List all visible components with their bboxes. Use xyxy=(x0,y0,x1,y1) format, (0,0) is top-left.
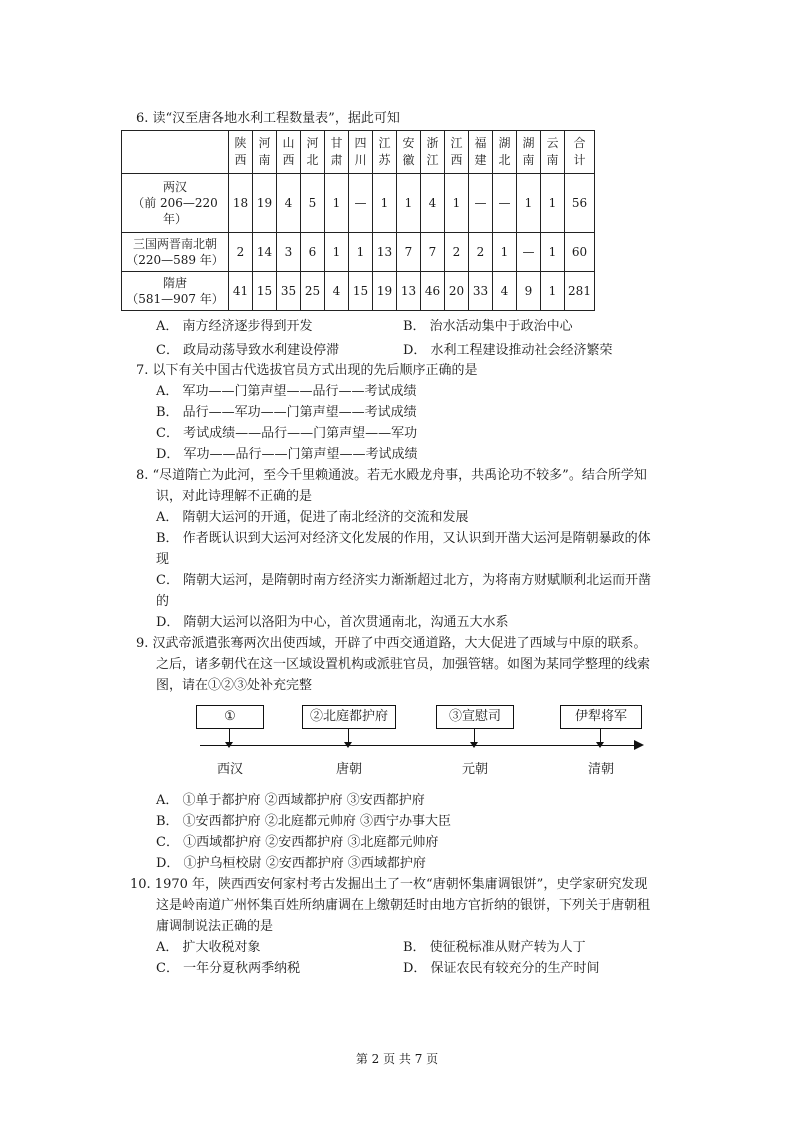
table-row xyxy=(122,174,595,233)
value-cell: 1 xyxy=(445,174,469,233)
period-years: （220—589 年） xyxy=(126,253,224,267)
q9-option-d: D． ①护乌桓校尉 ②安西都护府 ③西域都护府 xyxy=(156,856,426,871)
value-cell: 2 xyxy=(469,233,493,272)
value-cell: 1 xyxy=(517,174,541,233)
q9-stem-2: 之后，诸多朝代在这一区域设置机构或派驻官员，加强管辖。如图为某同学整理的线索 xyxy=(156,657,651,672)
timeline-arrow xyxy=(229,729,230,745)
value-cell: 1 xyxy=(541,272,565,311)
value-cell: 19 xyxy=(253,174,277,233)
q8-stem-1: 8. “尽道隋亡为此河，至今千里赖通波。若无水殿龙舟事，共禹论功不较多”。结合所学知 xyxy=(136,468,647,483)
q8-option-b-2: 现 xyxy=(156,552,170,567)
value-cell: 1 xyxy=(493,233,517,272)
value-cell: 46 xyxy=(421,272,445,311)
value-cell: 5 xyxy=(301,174,325,233)
value-cell: 15 xyxy=(253,272,277,311)
value-cell: 41 xyxy=(229,272,253,311)
value-cell: 1 xyxy=(541,233,565,272)
value-cell: 6 xyxy=(301,233,325,272)
q10-option-d: D． 保证农民有较充分的生产时间 xyxy=(403,961,600,976)
province-header xyxy=(301,131,325,174)
province-name: 福建 xyxy=(474,136,487,167)
q10-option-a: A． 扩大收税对象 xyxy=(156,940,261,955)
page-footer: 第 2 页 共 7 页 xyxy=(355,1052,439,1066)
period-cell xyxy=(122,272,229,311)
value-cell: 13 xyxy=(397,272,421,311)
value-cell: — xyxy=(493,174,517,233)
table-row xyxy=(122,233,595,272)
timeline-arrow xyxy=(348,729,349,745)
value-cell: 3 xyxy=(277,233,301,272)
period-name: 三国两晋南北朝 xyxy=(132,237,217,251)
province-header xyxy=(349,131,373,174)
province-header xyxy=(397,131,421,174)
q7-option-b: B． 品行——军功——门第声望——考试成绩 xyxy=(156,405,417,420)
era-label: 西汉 xyxy=(216,762,243,777)
province-name: 浙江 xyxy=(426,136,439,167)
q8-option-b-1: B． 作者既认识到大运河对经济文化发展的作用，又认识到开凿大运河是隋朝暴政的体 xyxy=(156,531,651,546)
province-header xyxy=(325,131,349,174)
q8-option-c-2: 的 xyxy=(156,594,170,609)
value-cell: 4 xyxy=(493,272,517,311)
timeline-box-3: ③宣慰司 xyxy=(436,705,514,729)
province-name: 陕西 xyxy=(234,136,247,167)
value-cell: 25 xyxy=(301,272,325,311)
timeline-arrow xyxy=(600,729,601,745)
province-name: 安徽 xyxy=(402,136,415,167)
province-header xyxy=(541,131,565,174)
water-projects-table xyxy=(121,130,595,311)
total-cell: 60 xyxy=(565,233,595,272)
table-header-row xyxy=(122,131,595,174)
q9-option-a: A． ①单于都护府 ②西域都护府 ③安西都护府 xyxy=(156,793,425,808)
value-cell: 7 xyxy=(421,233,445,272)
value-cell: 1 xyxy=(397,174,421,233)
q7-option-a: A． 军功——门第声望——品行——考试成绩 xyxy=(156,384,417,399)
era-label: 唐朝 xyxy=(335,762,362,777)
period-name: 两汉 xyxy=(162,180,187,194)
province-header xyxy=(373,131,397,174)
period-name: 隋唐 xyxy=(162,276,187,290)
value-cell: 1 xyxy=(541,174,565,233)
province-name: 江苏 xyxy=(378,136,391,167)
q9-option-c: C． ①西域都护府 ②安西都护府 ③北庭都元帅府 xyxy=(156,835,439,850)
period-cell xyxy=(122,174,229,233)
q7-option-d: D． 军功——品行——门第声望——考试成绩 xyxy=(156,447,418,462)
province-name: 云南 xyxy=(546,136,559,167)
province-header xyxy=(421,131,445,174)
q8-option-a: A． 隋朝大运河的开通，促进了南北经济的交流和发展 xyxy=(156,510,469,525)
q9-option-b: B． ①安西都护府 ②北庭都元帅府 ③西宁办事大臣 xyxy=(156,814,451,829)
value-cell: 13 xyxy=(373,233,397,272)
total-header xyxy=(565,131,595,174)
value-cell: 20 xyxy=(445,272,469,311)
table-row xyxy=(122,272,595,311)
q10-stem-3: 庸调制说法正确的是 xyxy=(156,919,274,934)
period-years: （581—907 年） xyxy=(126,292,224,306)
q10-stem-1: 10. 1970 年，陕西西安何家村考古发掘出土了一枚“唐朝怀集庸调银饼”，史学家研究发现 xyxy=(130,877,648,892)
table-corner-cell xyxy=(122,131,229,174)
province-name: 湖北 xyxy=(498,136,511,167)
value-cell: — xyxy=(469,174,493,233)
value-cell: 15 xyxy=(349,272,373,311)
province-header xyxy=(469,131,493,174)
era-label: 元朝 xyxy=(461,762,488,777)
value-cell: 33 xyxy=(469,272,493,311)
value-cell: 7 xyxy=(397,233,421,272)
value-cell: 18 xyxy=(229,174,253,233)
value-cell: 4 xyxy=(325,272,349,311)
value-cell: 14 xyxy=(253,233,277,272)
province-name: 河北 xyxy=(306,136,319,167)
province-header xyxy=(229,131,253,174)
province-name: 四川 xyxy=(354,136,367,167)
period-cell xyxy=(122,233,229,272)
q6-option-b: B． 治水活动集中于政治中心 xyxy=(403,319,573,334)
q7-stem: 7. 以下有关中国古代选拔官员方式出现的先后顺序正确的是 xyxy=(136,363,478,378)
value-cell: 1 xyxy=(325,233,349,272)
q8-option-d: D． 隋朝大运河以洛阳为中心，首次贯通南北，沟通五大水系 xyxy=(156,615,509,630)
q10-option-c: C． 一年分夏秋两季纳税 xyxy=(156,961,301,976)
timeline-box-2: ②北庭都护府 xyxy=(302,705,396,729)
province-header xyxy=(277,131,301,174)
value-cell: 2 xyxy=(445,233,469,272)
province-name: 甘肃 xyxy=(330,136,343,167)
value-cell: 19 xyxy=(373,272,397,311)
q7-option-c: C． 考试成绩——品行——门第声望——军功 xyxy=(156,426,418,441)
q9-stem-1: 9. 汉武帝派遣张骞两次出使西域，开辟了中西交通道路，大大促进了西域与中原的联系。 xyxy=(136,636,647,651)
q6-option-a: A． 南方经济逐步得到开发 xyxy=(156,319,313,334)
q9-stem-3: 图，请在①②③处补充完整 xyxy=(156,678,313,693)
province-name: 山西 xyxy=(282,136,295,167)
q8-stem-2: 识，对此诗理解不正确的是 xyxy=(156,489,313,504)
province-header xyxy=(253,131,277,174)
period-years: （前 206—220 年） xyxy=(132,196,218,226)
province-header xyxy=(517,131,541,174)
total-cell: 281 xyxy=(565,272,595,311)
timeline-box-4: 伊犁将军 xyxy=(560,705,642,729)
q10-option-b: B． 使征税标准从财产转为人丁 xyxy=(403,940,586,955)
timeline-axis xyxy=(200,745,638,746)
province-name: 湖南 xyxy=(522,136,535,167)
province-header xyxy=(445,131,469,174)
q6-option-c: C． 政局动荡导致水利建设停滞 xyxy=(156,343,340,358)
timeline-arrowhead xyxy=(634,740,644,750)
q10-stem-2: 这是岭南道广州怀集百姓所纳庸调在上缴朝廷时由地方官折纳的银饼，下列关于唐朝租 xyxy=(156,898,651,913)
total-label: 合计 xyxy=(573,136,586,167)
value-cell: — xyxy=(517,233,541,272)
value-cell: 1 xyxy=(325,174,349,233)
era-label: 清朝 xyxy=(587,762,614,777)
province-header xyxy=(493,131,517,174)
value-cell: 35 xyxy=(277,272,301,311)
value-cell: 4 xyxy=(421,174,445,233)
timeline-box-1: ① xyxy=(196,705,264,729)
province-name: 江西 xyxy=(450,136,463,167)
total-cell: 56 xyxy=(565,174,595,233)
value-cell: 1 xyxy=(373,174,397,233)
timeline-arrow xyxy=(474,729,475,745)
q8-option-c-1: C． 隋朝大运河，是隋朝时南方经济实力渐渐超过北方，为将南方财赋顺利北运而开凿 xyxy=(156,573,652,588)
value-cell: 4 xyxy=(277,174,301,233)
value-cell: — xyxy=(349,174,373,233)
province-name: 河南 xyxy=(258,136,271,167)
value-cell: 2 xyxy=(229,233,253,272)
value-cell: 9 xyxy=(517,272,541,311)
q6-stem: 6. 读“汉至唐各地水利工程数量表”，据此可知 xyxy=(136,111,400,126)
value-cell: 1 xyxy=(349,233,373,272)
q6-option-d: D． 水利工程建设推动社会经济繁荣 xyxy=(403,343,613,358)
